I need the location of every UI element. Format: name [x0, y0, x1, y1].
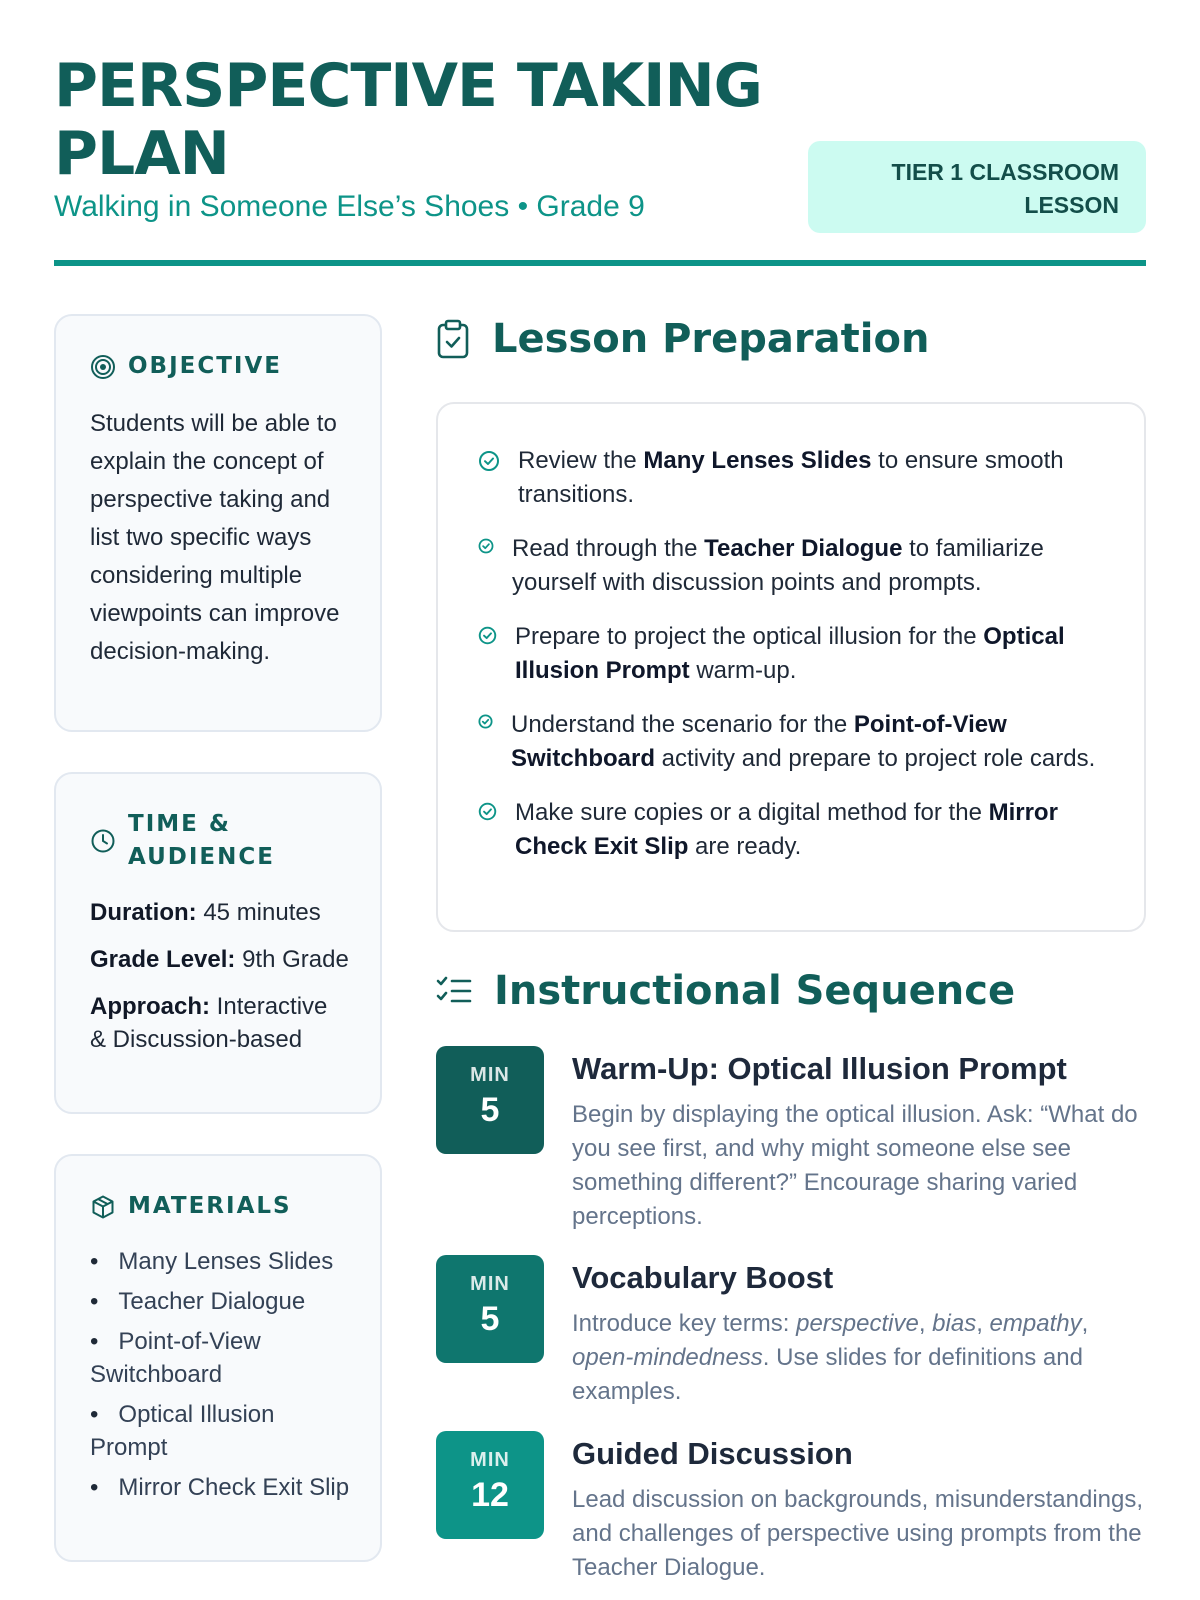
step-title: Warm-Up: Optical Illusion Prompt	[572, 1051, 1067, 1086]
grade-level-row: Grade Level: 9th Grade	[90, 946, 349, 973]
clock-icon	[90, 828, 116, 854]
approach-row: Approach: Interactive & Discussion-based	[90, 993, 328, 1053]
prep-item: Prepare to project the optical illusion for the Optical Illusion Prompt warm-up.	[478, 620, 1104, 688]
step-description: Introduce key terms: perspective, bias, empathy, open-mindedness. Use slides for definitions and examples.	[572, 1310, 1089, 1405]
materials-list	[90, 1245, 350, 1504]
prep-item: Review the Many Lenses Slides to ensure smooth transitions.	[478, 444, 1104, 512]
objective-title: OBJECTIVE	[128, 353, 282, 379]
sequence-title: Instructional Sequence	[494, 968, 1016, 1014]
lesson-plan-page	[54, 0, 1146, 1600]
time-audience-card	[54, 772, 382, 1114]
minutes-badge: MIN 5	[436, 1255, 544, 1363]
target-icon	[90, 354, 116, 380]
check-circle-icon	[478, 714, 493, 729]
list-item: • Point-of-View Switchboard	[90, 1325, 350, 1391]
step-title: Vocabulary Boost	[572, 1260, 834, 1295]
check-circle-icon	[478, 802, 497, 821]
preparation-box	[436, 402, 1146, 932]
list-item: • Mirror Check Exit Slip	[90, 1471, 350, 1504]
clipboard-check-icon	[436, 319, 470, 359]
list-item: • Optical Illusion Prompt	[90, 1398, 350, 1464]
list-checks-icon	[436, 976, 472, 1006]
prep-item: Read through the Teacher Dialogue to familiarize yourself with discussion points and prompts.	[478, 532, 1104, 600]
duration-row: Duration: 45 minutes	[90, 899, 321, 926]
materials-title: MATERIALS	[128, 1193, 292, 1219]
step-description: Lead discussion on backgrounds, misunderstandings, and challenges of perspective using prompts from the Teacher Dialogue.	[572, 1486, 1144, 1581]
package-icon	[90, 1194, 116, 1220]
step-description: Begin by displaying the optical illusion. Ask: “What do you see first, and why might someone else see something different?” Encourage sharing varied perceptions.	[572, 1101, 1138, 1230]
step-title: Guided Discussion	[572, 1436, 853, 1471]
page-subtitle: Walking in Someone Else’s Shoes • Grade 9	[54, 190, 645, 223]
minutes-badge: MIN 5	[436, 1046, 544, 1154]
preparation-title: Lesson Preparation	[492, 316, 930, 362]
tier-badge: TIER 1 CLASSROOM LESSON	[808, 141, 1146, 233]
sequence-step	[436, 1046, 1146, 1234]
list-item: • Teacher Dialogue	[90, 1285, 350, 1318]
page-title: PERSPECTIVE TAKING PLAN	[54, 51, 762, 189]
header-divider	[54, 260, 1146, 266]
list-item: • Many Lenses Slides	[90, 1245, 350, 1278]
sequence-header	[436, 968, 1015, 1014]
prep-item: Make sure copies or a digital method for the Mirror Check Exit Slip are ready.	[478, 796, 1104, 864]
minutes-badge: MIN 12	[436, 1431, 544, 1539]
check-circle-icon	[478, 626, 497, 645]
materials-card	[54, 1154, 382, 1562]
sequence-step	[436, 1255, 1146, 1409]
check-circle-icon	[478, 538, 494, 554]
objective-card	[54, 314, 382, 732]
check-circle-icon	[478, 450, 500, 472]
prep-item: Understand the scenario for the Point-of-View Switchboard activity and prepare to project role cards.	[478, 708, 1104, 776]
sequence-step	[436, 1431, 1146, 1585]
objective-text: Students will be able to explain the concept of perspective taking and list two specific ways considering multiple viewpoints can improve decision-making.	[90, 410, 340, 665]
header	[54, 52, 1146, 262]
preparation-header	[436, 316, 929, 362]
time-audience-title: TIME & AUDIENCE	[128, 811, 275, 870]
